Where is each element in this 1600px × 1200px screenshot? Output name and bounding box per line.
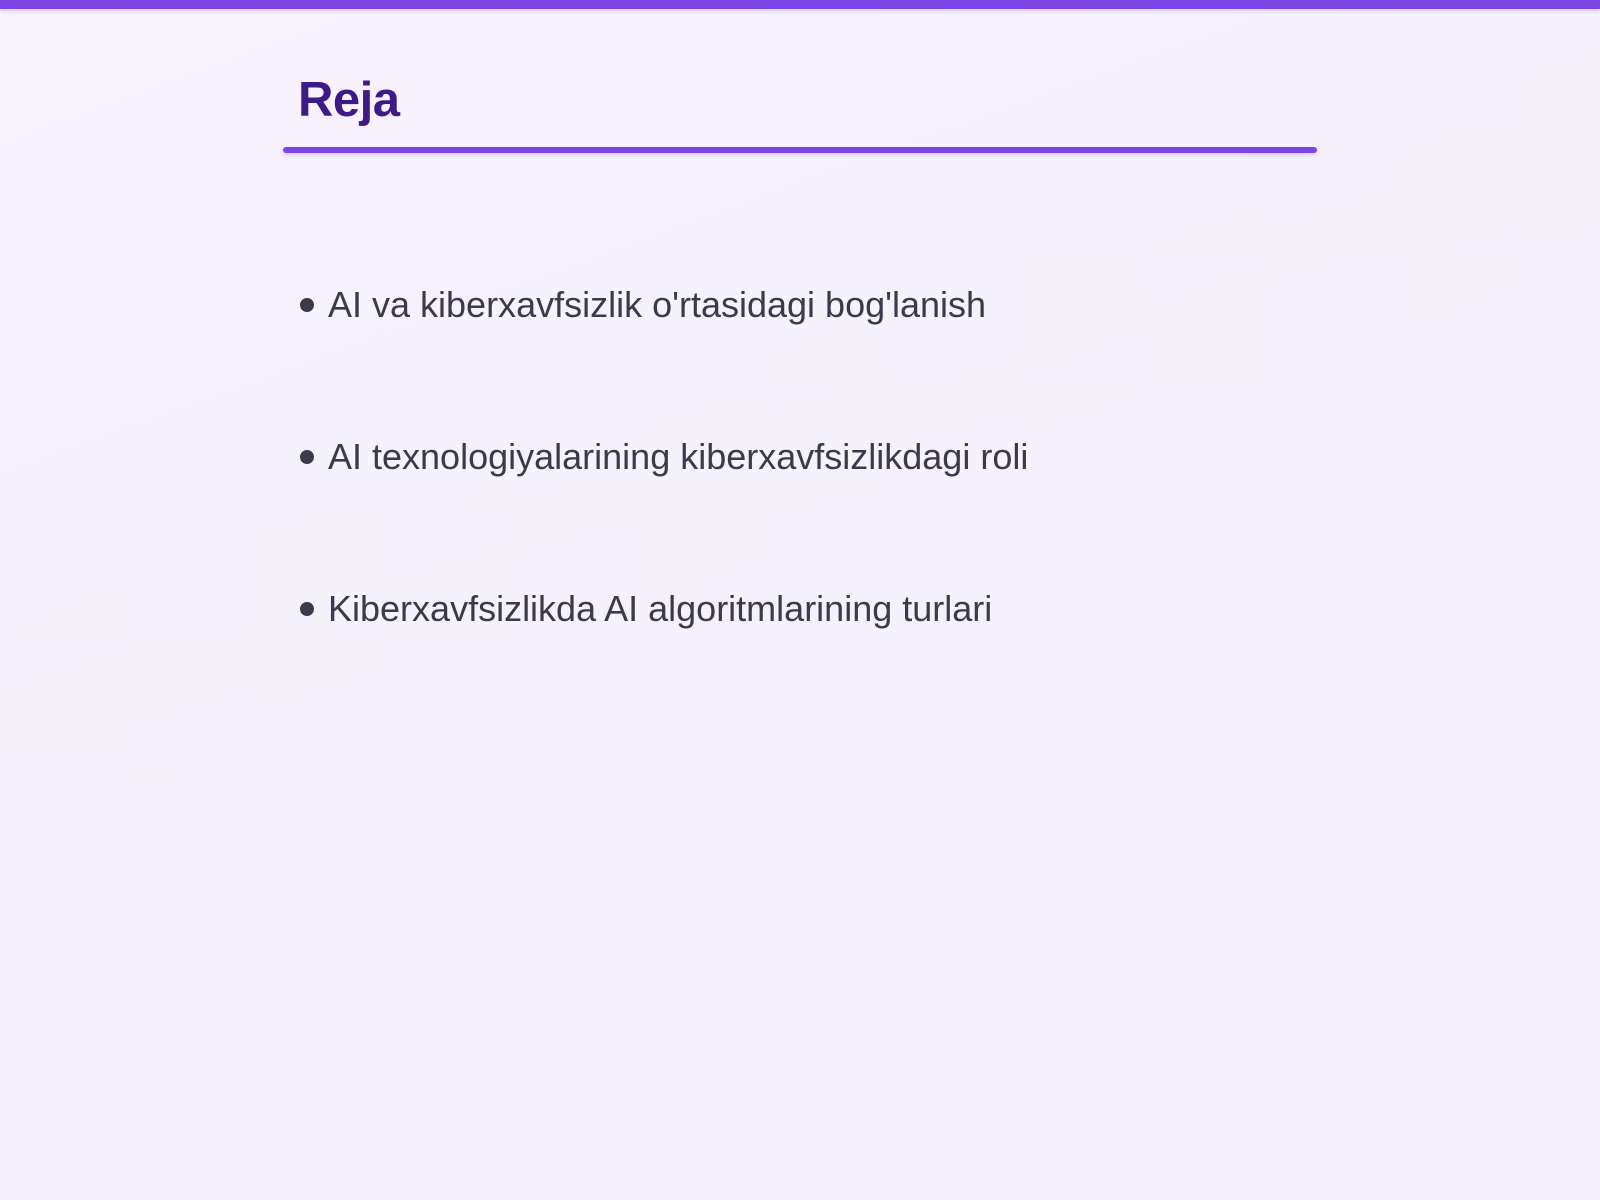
bullet-item — [300, 579, 1320, 639]
title-underline — [283, 147, 1317, 153]
bullet-item — [300, 427, 1320, 487]
bullet-item — [300, 275, 1320, 335]
slide-title: Reja — [298, 73, 400, 127]
bullet-dot-icon — [300, 602, 314, 616]
bullet-text: AI texnologiyalarining kiberxavfsizlikdagi roli — [328, 436, 1029, 477]
bullet-dot-icon — [300, 298, 314, 312]
top-accent-bar — [0, 0, 1600, 9]
bullet-list — [300, 275, 1320, 731]
bullet-text: AI va kiberxavfsizlik o'rtasidagi bog'lanish — [328, 284, 987, 325]
bullet-dot-icon — [300, 450, 314, 464]
bullet-text: Kiberxavfsizlikda AI algoritmlarining turlari — [328, 588, 993, 629]
